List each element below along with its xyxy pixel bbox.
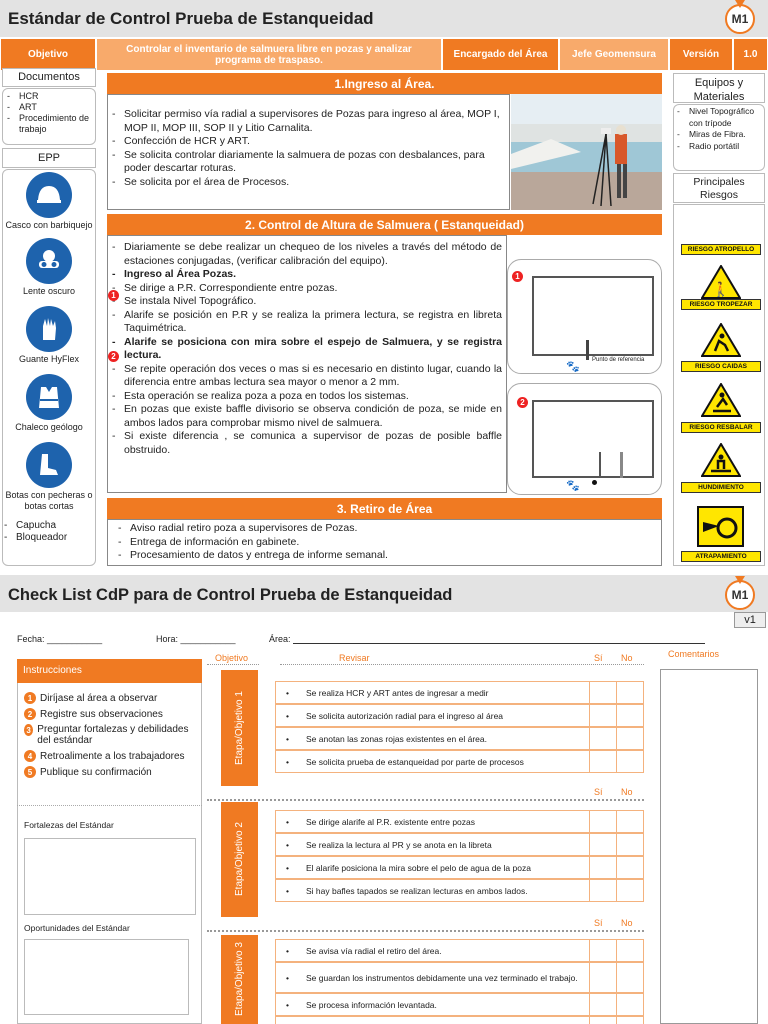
- oportunidades-input[interactable]: [24, 939, 189, 1015]
- diagram-2: [507, 383, 662, 495]
- epp-label: Lente oscuro: [22, 286, 76, 296]
- logo: [725, 4, 755, 34]
- doc-item: - Procedimiento de trabajo: [5, 113, 93, 135]
- checklist-row: [275, 704, 644, 727]
- checklist-version: v1: [734, 612, 766, 628]
- instruction-item: 3 Preguntar fortalezas y debilidades del estándar: [24, 724, 199, 746]
- step-marker-1: [108, 285, 119, 303]
- divider: [280, 664, 644, 665]
- no-checkbox[interactable]: [616, 728, 643, 749]
- epp-item: [2, 442, 96, 518]
- reference-point: [592, 480, 597, 485]
- si-checkbox[interactable]: [589, 963, 616, 992]
- pool-outline: [532, 400, 654, 478]
- col-comentarios: Comentarios: [668, 649, 720, 659]
- pool-outline: [532, 276, 654, 356]
- version-value: 1.0: [733, 38, 768, 71]
- row-text: • Se dirige alarife al P.R. existente entre pozas: [276, 817, 589, 827]
- si-checkbox[interactable]: [589, 728, 616, 749]
- no-checkbox[interactable]: [616, 857, 643, 878]
- doc-item: - HCR: [5, 91, 93, 102]
- risk-label: ATRAPAMIENTO: [681, 551, 761, 562]
- version-label: Versión: [669, 38, 733, 71]
- etapa-1-rows: [275, 681, 644, 773]
- checklist-row: [275, 750, 644, 773]
- si-checkbox[interactable]: [589, 811, 616, 832]
- oportunidades-label: Oportunidades del Estándar: [24, 923, 130, 933]
- epp-item: [2, 306, 96, 374]
- divider: [207, 799, 644, 801]
- sec2-item: - Si existe diferencia , se comunica a supervisor de pozas de posible baffle obstruido.: [110, 430, 502, 457]
- objetivo-label: Objetivo: [0, 38, 96, 71]
- sec2-item: - Se instala Nivel Topográfico.: [110, 295, 502, 309]
- si-checkbox[interactable]: [589, 1017, 616, 1024]
- sec3-title: 3. Retiro de Área: [107, 498, 662, 519]
- epp-extra: - Capucha: [2, 520, 96, 532]
- no-checkbox[interactable]: [616, 834, 643, 855]
- sec3-item: - Procesamiento de datos y entrega de informe semanal.: [116, 549, 657, 563]
- sec1-item: - Se solicita por el área de Procesos.: [110, 176, 505, 190]
- instruction-text: Preguntar fortalezas y debilidades del estándar: [37, 724, 189, 746]
- no-checkbox[interactable]: [616, 940, 643, 961]
- etapa-2-label: Etapa/Objetivo 2: [221, 802, 258, 917]
- encargado-value: Jefe Geomensura: [559, 38, 669, 71]
- instruction-item: 1 Diríjase al área a observar: [24, 692, 199, 704]
- instruction-item: 5 Publique su confirmación: [24, 766, 199, 778]
- sec2-item: - Alarife se posiciona con mira sobre el espejo de Salmuera, y se registra lectura.: [110, 336, 502, 363]
- surveyor-photo: [511, 94, 662, 210]
- area-field[interactable]: [293, 643, 705, 644]
- no-checkbox[interactable]: [616, 994, 643, 1015]
- sec3-item: - Aviso radial retiro poza a supervisores de Pozas.: [116, 522, 657, 536]
- step-number: 2: [108, 351, 119, 362]
- col-revisar: Revisar: [339, 653, 370, 663]
- epp-item: [2, 172, 96, 238]
- col-si: Sí: [594, 653, 603, 663]
- vest-icon: [26, 374, 72, 420]
- no-checkbox[interactable]: [616, 705, 643, 726]
- si-checkbox[interactable]: [589, 834, 616, 855]
- si-checkbox[interactable]: [589, 751, 616, 772]
- si-checkbox[interactable]: [589, 940, 616, 961]
- documentos-title: Documentos: [2, 68, 96, 87]
- checklist-row: [275, 856, 644, 879]
- divider: [17, 805, 202, 806]
- instructions-title: Instrucciones: [17, 659, 202, 683]
- epp-item: [2, 238, 96, 306]
- epp-extra: - Bloqueador: [2, 532, 96, 544]
- checklist-row: [275, 962, 644, 993]
- goggles-icon: [26, 238, 72, 284]
- no-checkbox[interactable]: [616, 811, 643, 832]
- fortalezas-input[interactable]: [24, 838, 196, 915]
- epp-items: [2, 172, 96, 544]
- risk-label: RIESGO TROPEZAR: [681, 299, 761, 310]
- surveyor-figure-icon: 🐾: [566, 361, 580, 373]
- epp-label: Guante HyFlex: [18, 354, 80, 364]
- epp-label: Casco con barbiquejo: [5, 220, 93, 230]
- row-text: • Se realiza la lectura al PR y se anota en la libreta: [276, 840, 589, 850]
- col-no: No: [621, 653, 633, 663]
- encargado-label: Encargado del Área: [442, 38, 559, 71]
- equipos-title: Equipos y Materiales: [673, 73, 765, 103]
- sec1-title: 1.Ingreso al Área.: [107, 73, 662, 94]
- checklist-row: [275, 1016, 644, 1024]
- si-checkbox[interactable]: [589, 682, 616, 703]
- sec1-body: [107, 94, 510, 210]
- checklist-row: [275, 810, 644, 833]
- row-text: • Se solicita autorización radial para el ingreso al área: [276, 711, 589, 721]
- risk-label: RIESGO RESBALAR: [681, 422, 761, 433]
- divider: [207, 664, 259, 665]
- sec2-item: - En pozas que existe baffle divisorio se observa condición de poza, se mide en ambos lados para comprobar mismo nivel de salmuera.: [110, 403, 502, 430]
- row-text: • Se avisa vía radial el retiro del área.: [276, 946, 589, 956]
- no-checkbox[interactable]: [616, 880, 643, 901]
- checklist-row: [275, 939, 644, 962]
- col-no: No: [621, 918, 633, 928]
- documentos-list: [2, 88, 96, 145]
- checklist-row: [275, 681, 644, 704]
- checklist-row: [275, 993, 644, 1016]
- diagram-number-2: [517, 392, 528, 410]
- sec2-item: - Se repite operación dos veces o mas si es necesario en distinto lugar, cuando la diferencia entre ambas lectura sea mayor o menor a 2 mm.: [110, 363, 502, 390]
- risk-label: RIESGO CAIDAS: [681, 361, 761, 372]
- page-title: Estándar de Control Prueba de Estanqueidad: [8, 9, 374, 28]
- sec1-item: - Solicitar permiso vía radial a supervisores de Pozas para ingreso al área, MOP I, MOP II, MOP III, SOP II y Litio Carnalita.: [110, 108, 505, 135]
- checklist-row: [275, 833, 644, 856]
- etapa-3-label: Etapa/Objetivo 3: [221, 935, 258, 1024]
- instruction-text: Registre sus observaciones: [40, 708, 163, 720]
- sec2-item: - Ingreso al Área Pozas.: [110, 268, 502, 282]
- col-si: Sí: [594, 787, 603, 797]
- warning-sinking-icon: [701, 443, 741, 482]
- checklist-row: [275, 879, 644, 902]
- epp-label: Chaleco geólogo: [15, 422, 83, 432]
- step-marker-2: [108, 346, 119, 364]
- step-number: 1: [108, 290, 119, 301]
- warning-fall-icon: [701, 323, 741, 362]
- etapa-3-rows: [275, 939, 644, 1024]
- sec2-item: - Diariamente se debe realizar un chequeo de los niveles a través del método de estaciones conjugadas, (verificar calibración del equipo).: [110, 241, 502, 268]
- diagram-1: [507, 259, 662, 374]
- doc-item: - ART: [5, 102, 93, 113]
- sec3-item: - Entrega de información en gabinete.: [116, 536, 657, 550]
- leveling-rod: [586, 340, 589, 360]
- instruction-item: 4 Retroalimente a los trabajadores: [24, 750, 199, 762]
- no-checkbox[interactable]: [616, 682, 643, 703]
- row-text: • Se guardan los instrumentos debidamente una vez terminado el trabajo.: [276, 973, 589, 983]
- glove-icon: [26, 306, 72, 352]
- equipo-item: - Nivel Topográfico con trípode: [675, 106, 763, 129]
- sec3-body: [107, 519, 662, 566]
- checklist-title: Check List CdP para de Control Prueba de Estanqueidad: [8, 586, 453, 604]
- baffle-divider: [599, 452, 601, 478]
- step-number: 2: [517, 397, 528, 408]
- row-text: • Se realiza HCR y ART antes de ingresar a medir: [276, 688, 589, 698]
- instruction-text: Publique su confirmación: [40, 766, 152, 778]
- boots-icon: [26, 442, 72, 488]
- surveyor-figure-icon: 🐾: [566, 480, 580, 492]
- sec2-item: - Se dirige a P.R. Correspondiente entre pozas.: [110, 282, 502, 296]
- logo-text: M1: [731, 12, 749, 26]
- epp-title: EPP: [2, 148, 96, 168]
- row-text: • Se solicita prueba de estanqueidad por parte de procesos: [276, 757, 589, 767]
- instruction-item: 2 Registre sus observaciones: [24, 708, 199, 720]
- diagram-number-1: [512, 266, 523, 284]
- epp-item: [2, 374, 96, 442]
- etapa-2-rows: [275, 810, 644, 902]
- row-text: • Si hay bafles tapados se realizan lecturas en ambos lados.: [276, 886, 589, 896]
- si-checkbox[interactable]: [589, 994, 616, 1015]
- objetivo-text: Controlar el inventario de salmuera libre en pozas y analizar programa de traspaso.: [96, 38, 442, 71]
- logo-text: M1: [731, 588, 749, 602]
- sec2-body: [107, 235, 507, 493]
- col-si: Sí: [594, 918, 603, 928]
- row-text: • Se anotan las zonas rojas existentes en el área.: [276, 734, 589, 744]
- etapa-1-label: Etapa/Objetivo 1: [221, 670, 258, 786]
- leveling-rod: [620, 452, 623, 478]
- fortalezas-label: Fortalezas del Estándar: [24, 820, 114, 830]
- instruction-text: Diríjase al área a observar: [40, 692, 158, 704]
- helmet-icon: [26, 172, 72, 218]
- risk-label: RIESGO ATROPELLO: [681, 244, 761, 255]
- instruction-text: Retroalimente a los trabajadores: [40, 750, 185, 762]
- row-text: • Se procesa información levantada.: [276, 1000, 589, 1010]
- area-label: Área:: [269, 634, 291, 644]
- sec1-item: - Se solicita controlar diariamente la salmuera de pozas con desbalances, para poder descartar roturas.: [110, 149, 505, 176]
- epp-label: Botas con pecheras o botas cortas: [5, 490, 93, 511]
- sec1-item: - Confección de HCR y ART.: [110, 135, 505, 149]
- svg-text:🚶: 🚶: [712, 282, 730, 298]
- si-checkbox[interactable]: [589, 880, 616, 901]
- checklist-row: [275, 727, 644, 750]
- si-checkbox[interactable]: [589, 857, 616, 878]
- sec2-item: - Alarife se posición en P.R y se realiza la primera lectura, se registra en libreta Taquimétrica.: [110, 309, 502, 336]
- si-checkbox[interactable]: [589, 705, 616, 726]
- fecha-field[interactable]: Fecha: ___________: [17, 634, 103, 644]
- no-checkbox[interactable]: [616, 751, 643, 772]
- equipo-item: - Miras de Fibra.: [675, 129, 763, 141]
- reference-point-label: Punto de referencia: [592, 357, 645, 363]
- step-number: 1: [512, 271, 523, 282]
- risk-label: HUNDIMIENTO: [681, 482, 761, 493]
- hora-field[interactable]: Hora: ___________: [156, 634, 236, 644]
- col-no: No: [621, 787, 633, 797]
- instructions-list: [24, 692, 199, 782]
- equipo-item: - Radio portátil: [675, 141, 763, 153]
- divider: [207, 930, 644, 932]
- no-checkbox[interactable]: [616, 963, 643, 992]
- warning-slip-icon: [701, 383, 741, 422]
- col-objetivo: Objetivo: [215, 653, 249, 663]
- equipos-list: [673, 104, 765, 171]
- no-checkbox[interactable]: [616, 1017, 643, 1024]
- sec2-title: 2. Control de Altura de Salmuera ( Estanqueidad): [107, 214, 662, 235]
- sec2-item: - Esta operación se realiza poza a poza en todos los sistemas.: [110, 390, 502, 404]
- comentarios-box[interactable]: [660, 669, 758, 1024]
- riesgos-title: Principales Riesgos: [673, 173, 765, 203]
- entrapment-icon: [697, 506, 744, 547]
- row-text: • El alarife posiciona la mira sobre el pelo de agua de la poza: [276, 863, 589, 873]
- checklist-logo: [725, 580, 755, 610]
